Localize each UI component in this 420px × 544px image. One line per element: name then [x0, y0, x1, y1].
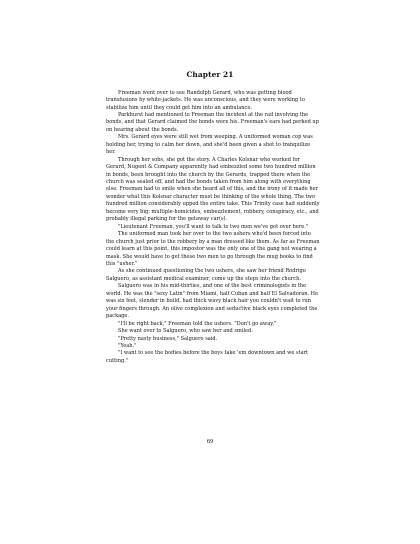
paragraph-12: "Yeah."	[118, 343, 137, 349]
paragraph-7: As she continued questioning the two ushers, she saw her friend Rodrigo Salguero, as assistant medical examiner, come up the steps into the church.	[106, 268, 306, 282]
chapter-title: Chapter 21	[186, 70, 234, 79]
paragraph-4: Through her sobs, she got the story. A Charles Kolsnar who worked for Gerard, Nugent & Company apparently had embezzled some two hundred million in bonds, been brought into the church by the Gerards, trapped there when the church was sealed off, and had the bonds taken from him along with everything else. Freeman had to smile when she heard all of this, and the irony of it made her wonder what this Kolsnar character must be thinking of the whole thing. The two hundred million considerably upped the entire take. This Trinity case had suddenly become very big: multiple-homicides, embezzlement, robbery, conspiracy, etc., and probably illegal parking for the getaway car(s).	[106, 156, 320, 223]
paragraph-9: "I'll be right back," Freeman told the ushers. "Don't go away."	[118, 320, 277, 327]
paragraph-3: Mrs. Gerard eyes were still wet from weeping. A uniformed woman cop was holding her, trying to calm her down, and she'd been given a shot to tranquilize her.	[106, 134, 313, 156]
paragraph-1: Freeman went over to see Randolph Gerard, who was getting blood transfusions by white-jackets. He was unconscious, and they were working to stabilize him until they could get him into an ambulance.	[106, 89, 305, 111]
paragraph-10: She want over to Salguero, who saw her and smiled.	[118, 328, 253, 335]
chapter-body	[106, 86, 320, 365]
paragraph-13: "I want to see the bodies before the boys take 'em downtown and we start cutting."	[106, 350, 309, 364]
paragraph-5: "Lieutenant Freeman, you'll want to talk to two men we've got over here."	[118, 223, 309, 230]
page-number: 69	[206, 439, 214, 445]
paragraph-6: The uniformed man took her over to the two ushers who'd been forced into the church just prior to the robbery by a man dressed like them. As far as Freeman could learn at this point, this impostor was the only one of the gang not wearing a mask. She would have to get these two men to go through the mug books to find this "usher."	[106, 231, 320, 268]
paragraph-8: Salguero was in his mid-thirties, and one of the best criminologists in the world. He was the "sexy Latin" from Miami, half Cuban and half El Salvadoran. He was six feet, slender in build, had thick wavy black hair you couldn't wait to run your fingers through. An olive complexion and seductive black eyes completed the package.	[106, 283, 319, 320]
paragraph-11: "Pretty nasty business," Salguero said.	[118, 335, 218, 342]
paragraph-2: Parkhurst had mentioned to Freeman the incident at the rail involving the bonds, and that Gerard claimed the bonds were his. Freeman's ears had perked up on hearing about the bonds.	[106, 111, 319, 133]
